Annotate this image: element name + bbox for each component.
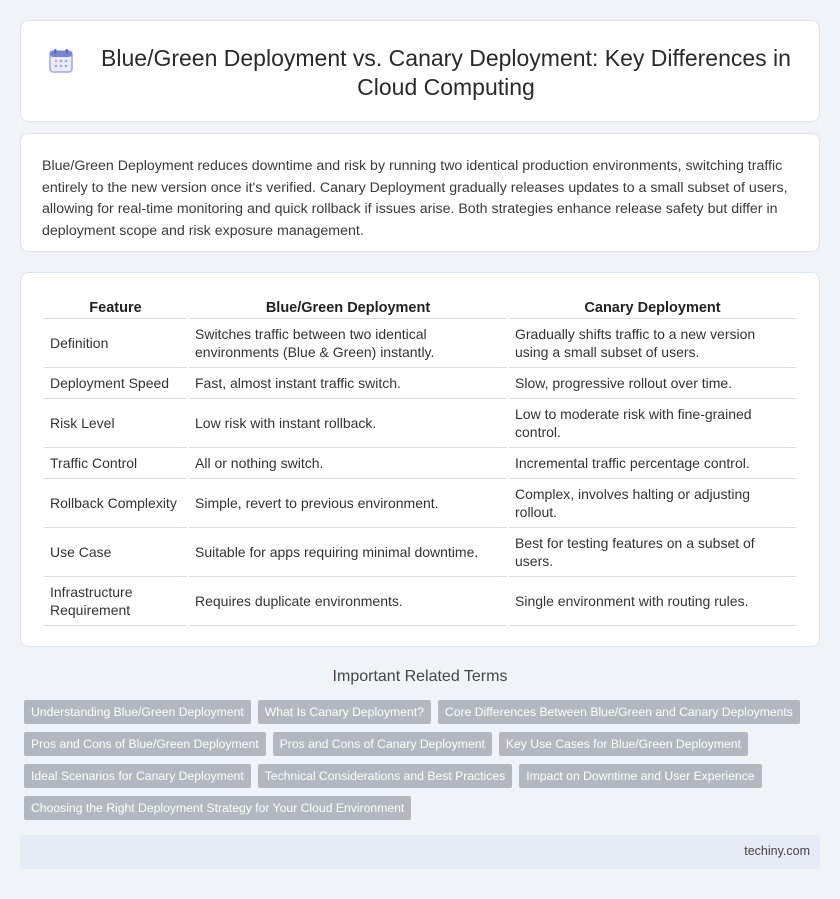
table-cell: Switches traffic between two identical environments (Blue & Green) instantly. [189,319,507,368]
footer [20,835,820,869]
related-term-tag[interactable]: Technical Considerations and Best Practices [258,764,513,788]
table-row [44,528,796,577]
related-terms-heading: Important Related Terms [332,668,508,685]
column-header-feature: Feature [44,295,187,319]
intro-text: Blue/Green Deployment reduces downtime and risk by running two identical production environments, switching traffic entirely to the new version once it's verified. Canary Deployment gradually releases updates to a small subset of users, allowing for real-time monitoring and quick rollback if issues arise. Both strategies enhance release safety but differ in deployment scope and risk exposure management. [42,158,788,239]
table-cell: Slow, progressive rollout over time. [509,368,796,399]
table-cell: Simple, revert to previous environment. [189,479,507,528]
table-header-row [44,295,796,319]
table-cell: Risk Level [44,399,187,448]
calendar-icon [48,48,74,74]
table-cell: Use Case [44,528,187,577]
table-cell: Low to moderate risk with fine-grained control. [509,399,796,448]
related-term-tag[interactable]: Understanding Blue/Green Deployment [24,700,251,724]
table-cell: Definition [44,319,187,368]
table-cell: Low risk with instant rollback. [189,399,507,448]
table-cell: Rollback Complexity [44,479,187,528]
comparison-card [20,272,820,647]
table-cell: Best for testing features on a subset of users. [509,528,796,577]
related-term-tag[interactable]: Ideal Scenarios for Canary Deployment [24,764,251,788]
title-card [20,20,820,122]
table-cell: Suitable for apps requiring minimal downtime. [189,528,507,577]
table-row [44,399,796,448]
related-term-tag[interactable]: Pros and Cons of Canary Deployment [273,732,492,756]
table-cell: Traffic Control [44,448,187,479]
comparison-table [42,295,798,626]
table-cell: Incremental traffic percentage control. [509,448,796,479]
table-cell: Infrastructure Requirement [44,577,187,626]
table-cell: Deployment Speed [44,368,187,399]
related-terms-list [24,700,814,820]
table-row [44,319,796,368]
intro-card [20,133,820,252]
table-cell: Requires duplicate environments. [189,577,507,626]
table-row [44,448,796,479]
footer-brand[interactable]: techiny.com [744,844,810,858]
table-cell: Gradually shifts traffic to a new version using a small subset of users. [509,319,796,368]
table-row [44,479,796,528]
table-row [44,577,796,626]
column-header-canary: Canary Deployment [509,295,796,319]
column-header-blue-green: Blue/Green Deployment [189,295,507,319]
table-cell: Complex, involves halting or adjusting rollout. [509,479,796,528]
related-term-tag[interactable]: Choosing the Right Deployment Strategy for Your Cloud Environment [24,796,411,820]
page-title: Blue/Green Deployment vs. Canary Deployment: Key Differences in Cloud Computing [101,45,791,100]
related-term-tag[interactable]: Pros and Cons of Blue/Green Deployment [24,732,266,756]
table-cell: Fast, almost instant traffic switch. [189,368,507,399]
related-term-tag[interactable]: What Is Canary Deployment? [258,700,431,724]
table-cell: Single environment with routing rules. [509,577,796,626]
related-term-tag[interactable]: Key Use Cases for Blue/Green Deployment [499,732,748,756]
table-cell: All or nothing switch. [189,448,507,479]
related-term-tag[interactable]: Impact on Downtime and User Experience [519,764,761,788]
related-term-tag[interactable]: Core Differences Between Blue/Green and Canary Deployments [438,700,800,724]
table-row [44,368,796,399]
